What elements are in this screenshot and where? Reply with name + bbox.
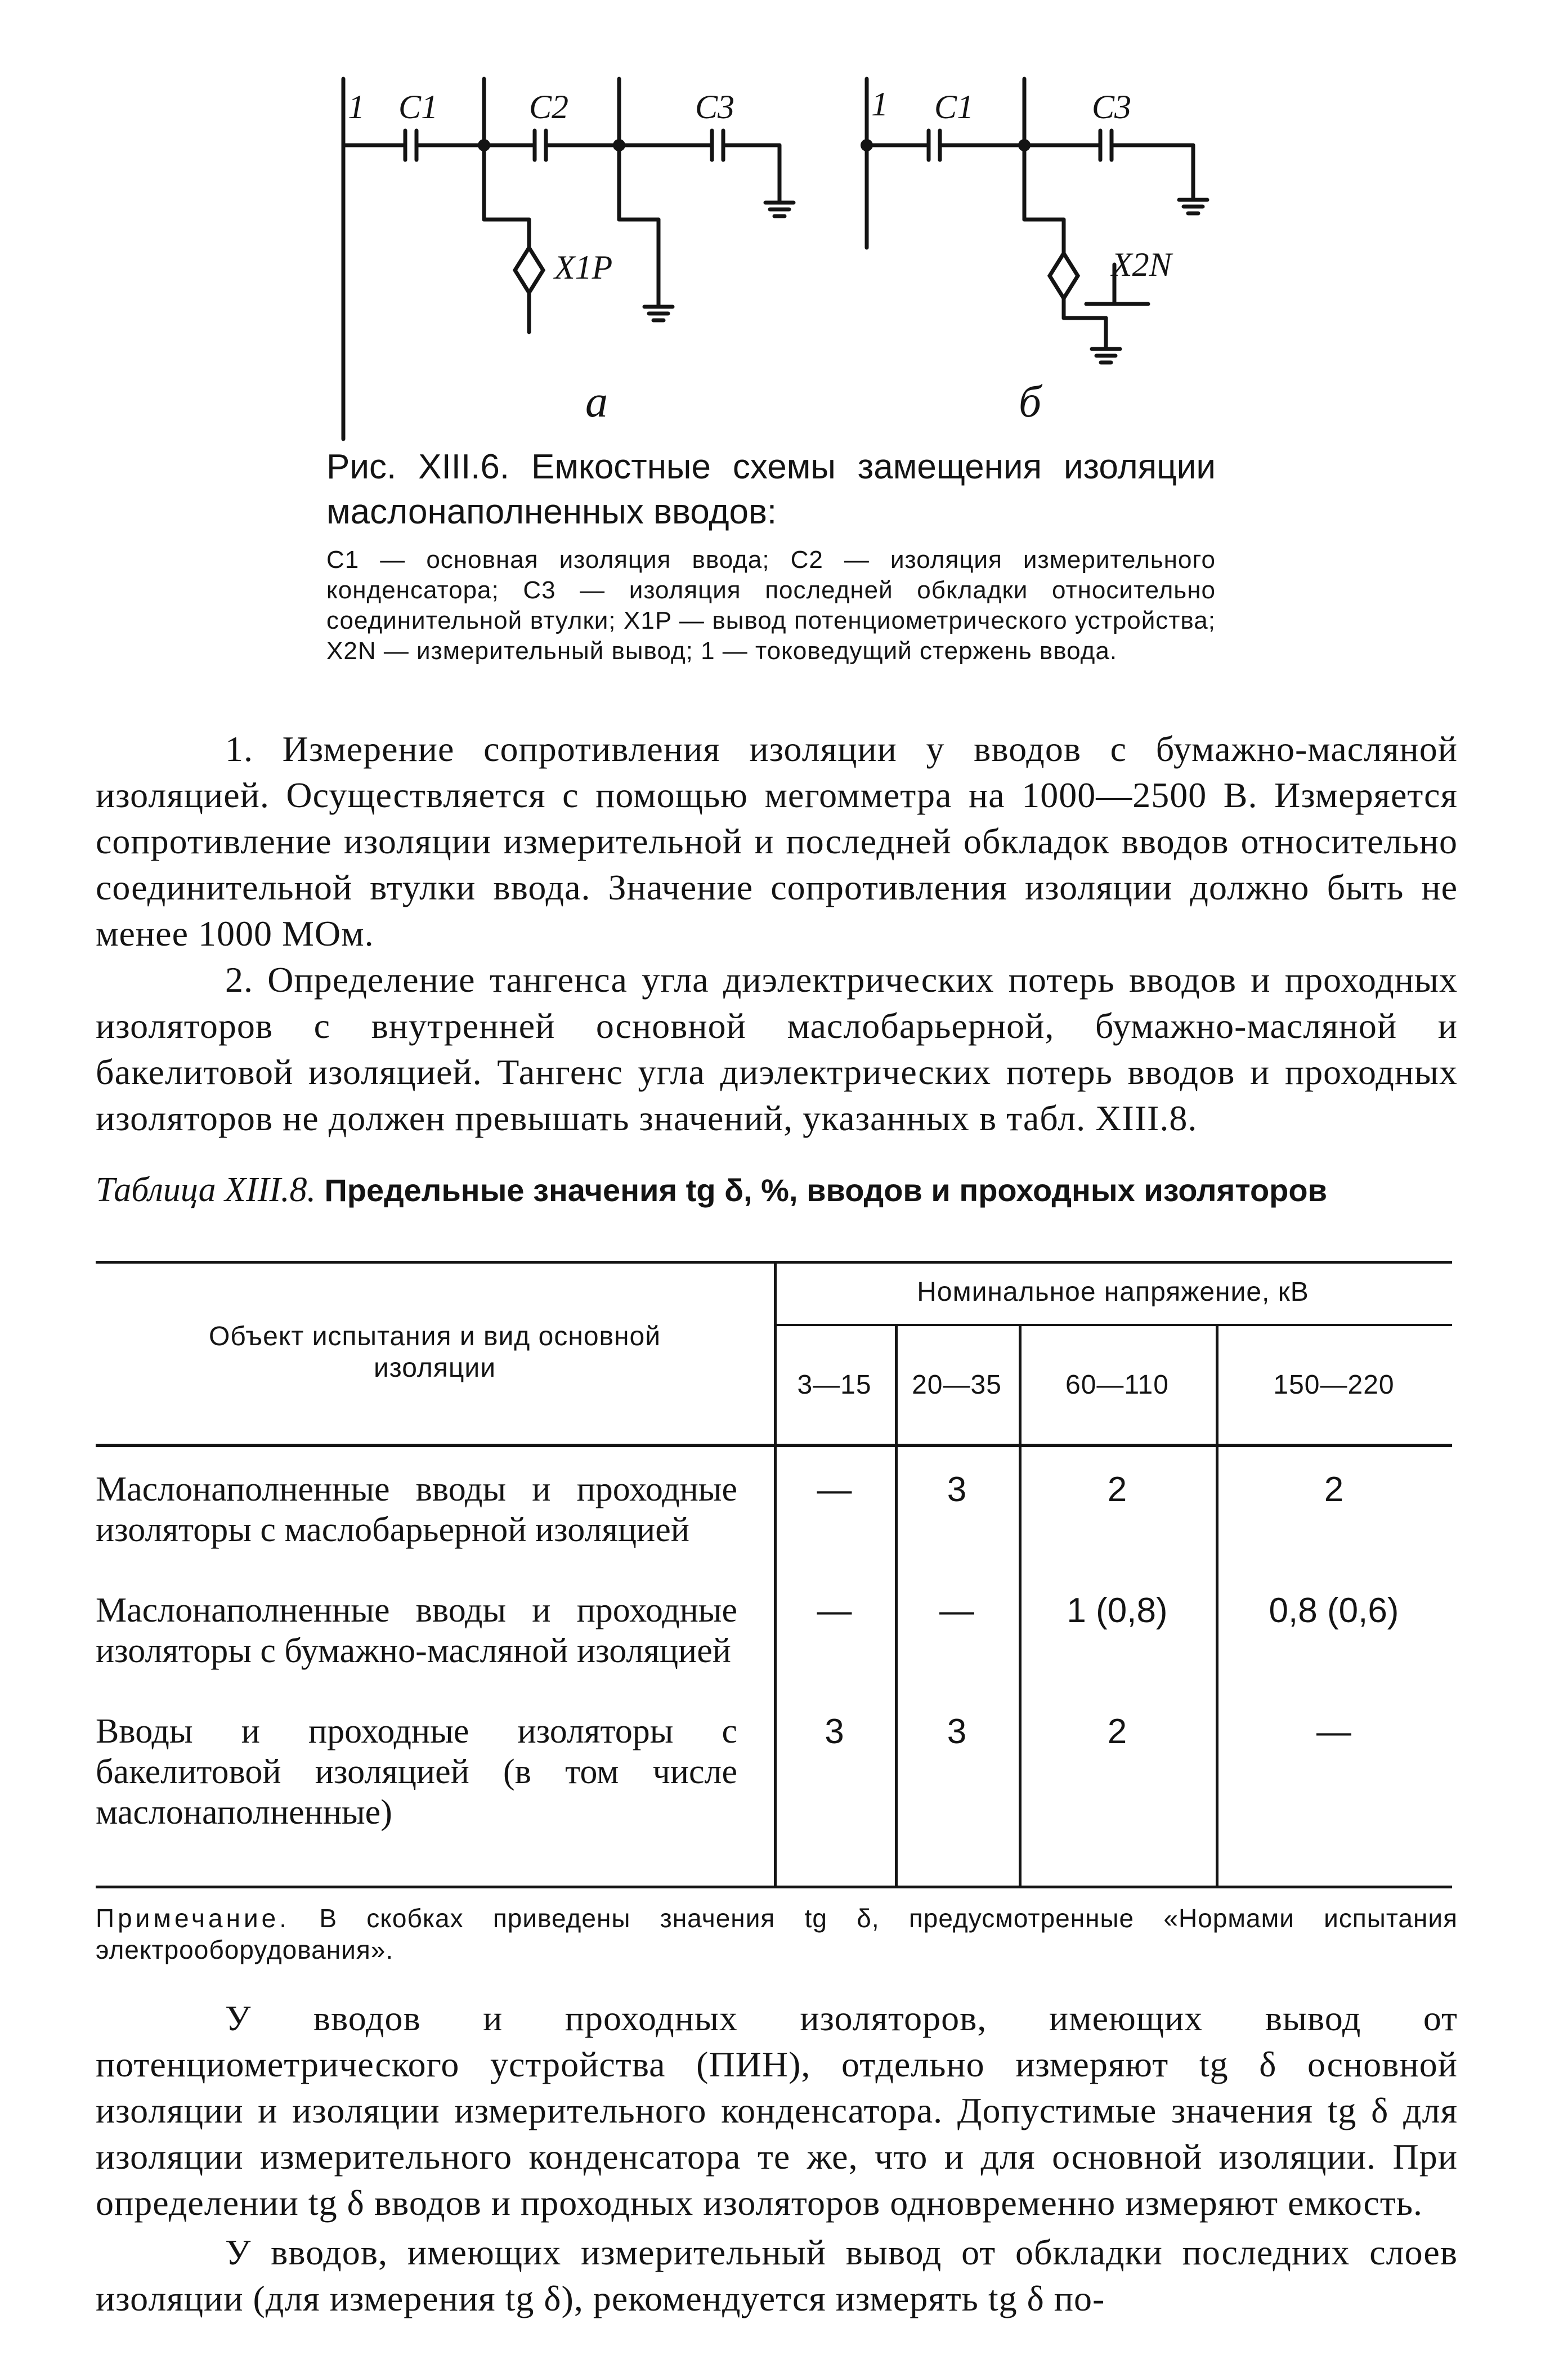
paragraph-4: У вводов, имеющих измерительный вывод от обкладки последних слоев изоляции (для измерения tg δ), рекомендуется измерять tg δ по- xyxy=(96,2232,1458,2318)
table-row-3-object: Вводы и проходные изоляторы с бакелитовой изоляцией (в том числе маслонаполненные) xyxy=(96,1712,737,1832)
label-b-c3: C3 xyxy=(1092,88,1132,126)
label-a-1: 1 xyxy=(348,88,365,126)
header-voltage: Номинальное напряжение, кВ xyxy=(917,1277,1309,1307)
table-row-3-col-3: 2 xyxy=(1107,1712,1127,1751)
table-row-2-col-3: 1 (0,8) xyxy=(1067,1591,1168,1630)
label-b-x2n: X2N xyxy=(1112,246,1172,283)
table-row-3-col-4: — xyxy=(1316,1712,1351,1751)
body-text-before-table xyxy=(96,726,1458,1141)
header-col-4: 150—220 xyxy=(1273,1369,1395,1400)
table-row-2-col-1: — xyxy=(817,1591,852,1630)
label-a-c2: C2 xyxy=(529,88,569,126)
limits-table xyxy=(96,1261,1452,1888)
circuit-b xyxy=(861,79,1207,427)
figure-caption-title: Рис. XIII.6. Емкостные схемы замещения изоляции маслонаполненных вводов: xyxy=(326,447,1216,531)
table-row-1-col-3: 2 xyxy=(1107,1470,1127,1509)
table-row-2-col-2: — xyxy=(939,1591,974,1630)
sublabel-a: а xyxy=(585,377,608,427)
table-row-3-col-2: 3 xyxy=(947,1712,967,1751)
label-b-1: 1 xyxy=(871,86,888,123)
label-a-c1: C1 xyxy=(398,88,438,126)
table-row-1-object: Маслонаполненные вводы и проходные изоляторы с маслобарьерной изоляцией xyxy=(96,1470,737,1549)
header-object-text: Объект испытания и вид основной изоляции xyxy=(208,1321,661,1383)
circuit-a xyxy=(343,79,794,439)
table-title-label: Таблица XIII.8. xyxy=(96,1171,316,1209)
table-note xyxy=(96,1902,1458,1965)
header-col-2: 20—35 xyxy=(912,1369,1002,1400)
table-row-1-col-1: — xyxy=(817,1470,852,1509)
header-object xyxy=(96,1261,774,1444)
circuit-figure xyxy=(0,0,1568,450)
table-row-1-col-4: 2 xyxy=(1324,1470,1344,1509)
figure-caption-legend: C1 — основная изоляция ввода; C2 — изоляция измерительного конденсатора; C3 — изоляция последней обкладки относительно соединительной втулки; X1P — вывод потенциометрического устройства; X2N — измерительный вывод; 1 — токоведущий стержень ввода. xyxy=(326,546,1216,665)
paragraph-1: 1. Измерение сопротивления изоляции у вводов с бумажно-масляной изоляцией. Осуществляется с помощью мегомметра на 1000—2500 В. Измеряется сопротивление изоляции измерительной и последней обкладок вводов относительно соединительной втулки ввода. Значение сопротивления изоляции должно быть не менее 1000 МОм. xyxy=(96,729,1458,953)
table-row-2-object: Маслонаполненные вводы и проходные изоляторы с бумажно-масляной изоляцией xyxy=(96,1591,737,1670)
label-a-x1p: X1P xyxy=(554,249,613,286)
table-title xyxy=(96,1170,1458,1211)
label-a-c3: C3 xyxy=(695,88,735,126)
body-text-after-table xyxy=(96,1995,1458,2322)
table-row-1-col-2: 3 xyxy=(947,1470,967,1509)
note-text: В скобках приведены значения tg δ, предусмотренные «Нормами испытания электрооборудования». xyxy=(96,1904,1458,1964)
table-title-text: Предельные значения tg δ, %, вводов и проходных изоляторов xyxy=(324,1172,1328,1208)
header-col-3: 60—110 xyxy=(1065,1369,1169,1400)
circuit-diagrams-svg xyxy=(0,0,1568,450)
table-row-2-col-4: 0,8 (0,6) xyxy=(1269,1591,1399,1630)
sublabel-b: б xyxy=(1019,377,1042,427)
paragraph-3: У вводов и проходных изоляторов, имеющих вывод от потенциометрического устройства (ПИН), отдельно измеряют tg δ основной изоляции и изоляции измерительного конденсатора. Допустимые значения tg δ для изоляции измерительного конденсатора те же, что и для основной изоляции. При определении tg δ вводов и проходных изоляторов одновременно измеряют емкость. xyxy=(96,1998,1458,2223)
table-row-3-col-1: 3 xyxy=(825,1712,844,1751)
header-col-1: 3—15 xyxy=(797,1369,872,1400)
label-b-c1: C1 xyxy=(934,88,974,126)
note-label: Примечание. xyxy=(96,1904,290,1933)
paragraph-2: 2. Определение тангенса угла диэлектрических потерь вводов и проходных изоляторов с внутренней основной маслобарьерной, бумажно-масляной и бакелитовой изоляцией. Тангенс угла диэлектрических потерь вводов и проходных изоляторов не должен превышать значений, указанных в табл. XIII.8. xyxy=(96,960,1458,1138)
